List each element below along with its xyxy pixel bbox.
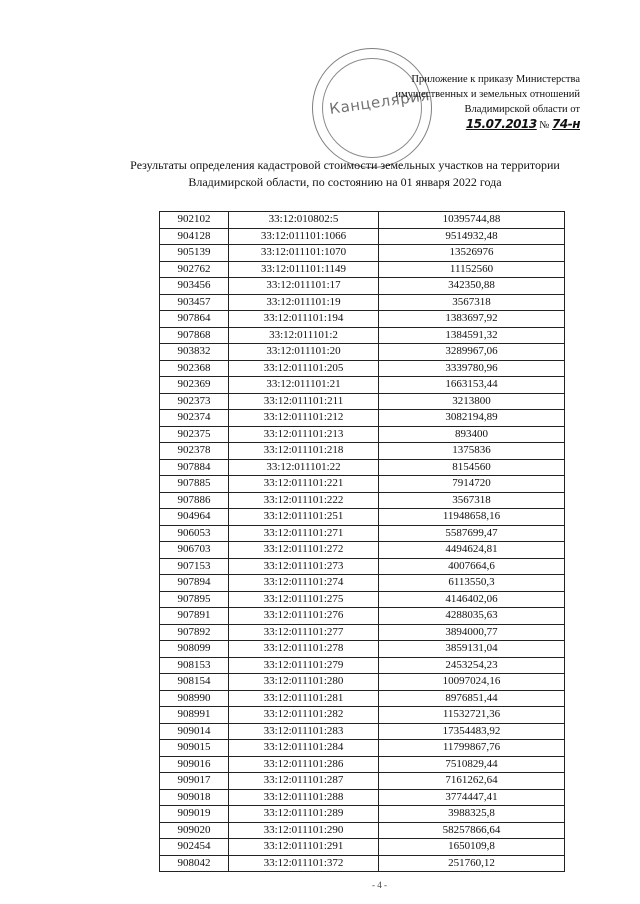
- row-id-cell: 903456: [160, 278, 229, 295]
- cadastral-value-cell: 4146402,06: [379, 591, 565, 608]
- row-id-cell: 908099: [160, 641, 229, 658]
- table-row: [160, 558, 565, 575]
- table-row: [160, 624, 565, 641]
- cadastral-value-cell: 9514932,48: [379, 228, 565, 245]
- cadastral-value-cell: 1383697,92: [379, 311, 565, 328]
- document-title: [110, 157, 580, 191]
- cadastral-value-cell: 7161262,64: [379, 773, 565, 790]
- cadastral-number-cell: 33:12:011101:279: [229, 657, 379, 674]
- cadastral-number-cell: 33:12:011101:284: [229, 740, 379, 757]
- table-row: [160, 707, 565, 724]
- table-row: [160, 294, 565, 311]
- cadastral-number-cell: 33:12:011101:212: [229, 410, 379, 427]
- row-id-cell: 907892: [160, 624, 229, 641]
- cadastral-number-cell: 33:12:011101:274: [229, 575, 379, 592]
- row-id-cell: 907884: [160, 459, 229, 476]
- cadastral-number-cell: 33:12:011101:221: [229, 476, 379, 493]
- cadastral-number-cell: 33:12:011101:288: [229, 789, 379, 806]
- cadastral-number-cell: 33:12:011101:205: [229, 360, 379, 377]
- row-id-cell: 904964: [160, 509, 229, 526]
- cadastral-number-cell: 33:12:011101:251: [229, 509, 379, 526]
- table-row: [160, 806, 565, 823]
- row-id-cell: 909014: [160, 723, 229, 740]
- cadastral-value-cell: 342350,88: [379, 278, 565, 295]
- row-id-cell: 903457: [160, 294, 229, 311]
- table-row: [160, 608, 565, 625]
- order-number: 74-н: [552, 117, 580, 131]
- cadastral-value-cell: 6113550,3: [379, 575, 565, 592]
- cadastral-value-cell: 3894000,77: [379, 624, 565, 641]
- row-id-cell: 907891: [160, 608, 229, 625]
- row-id-cell: 902762: [160, 261, 229, 278]
- cadastral-value-cell: 1650109,8: [379, 839, 565, 856]
- order-number-label: №: [539, 120, 550, 131]
- header-line-3: Владимирской области от: [464, 104, 580, 115]
- cadastral-value-cell: 5587699,47: [379, 525, 565, 542]
- cadastral-value-cell: 13526976: [379, 245, 565, 262]
- cadastral-value-cell: 3213800: [379, 393, 565, 410]
- row-id-cell: 909016: [160, 756, 229, 773]
- table-row: [160, 657, 565, 674]
- row-id-cell: 902368: [160, 360, 229, 377]
- row-id-cell: 908990: [160, 690, 229, 707]
- row-id-cell: 905139: [160, 245, 229, 262]
- row-id-cell: 902378: [160, 443, 229, 460]
- cadastral-value-cell: 4007664,6: [379, 558, 565, 575]
- cadastral-number-cell: 33:12:011101:273: [229, 558, 379, 575]
- cadastral-value-cell: 11799867,76: [379, 740, 565, 757]
- row-id-cell: 908154: [160, 674, 229, 691]
- table-row: [160, 641, 565, 658]
- table-row: [160, 228, 565, 245]
- cadastral-number-cell: 33:12:011101:1149: [229, 261, 379, 278]
- row-id-cell: 907153: [160, 558, 229, 575]
- cadastral-value-cell: 3082194,89: [379, 410, 565, 427]
- table-row: [160, 360, 565, 377]
- cadastral-value-cell: 1384591,32: [379, 327, 565, 344]
- row-id-cell: 906703: [160, 542, 229, 559]
- cadastral-number-cell: 33:12:011101:2: [229, 327, 379, 344]
- cadastral-number-cell: 33:12:011101:22: [229, 459, 379, 476]
- row-id-cell: 909020: [160, 822, 229, 839]
- stamp-text: Канцелярия: [328, 86, 431, 118]
- table-row: [160, 690, 565, 707]
- cadastral-number-cell: 33:12:011101:194: [229, 311, 379, 328]
- row-id-cell: 903832: [160, 344, 229, 361]
- cadastral-number-cell: 33:12:011101:17: [229, 278, 379, 295]
- header-line-2: имущественных и земельных отношений: [395, 89, 580, 100]
- cadastral-number-cell: 33:12:011101:272: [229, 542, 379, 559]
- row-id-cell: 907894: [160, 575, 229, 592]
- cadastral-value-cell: 3567318: [379, 492, 565, 509]
- cadastral-value-cell: 3859131,04: [379, 641, 565, 658]
- table-row: [160, 740, 565, 757]
- row-id-cell: 902454: [160, 839, 229, 856]
- row-id-cell: 904128: [160, 228, 229, 245]
- cadastral-number-cell: 33:12:011101:372: [229, 855, 379, 872]
- row-id-cell: 908991: [160, 707, 229, 724]
- table-row: [160, 591, 565, 608]
- title-line-2: Владимирской области, по состоянию на 01 января 2022 года: [188, 175, 502, 189]
- row-id-cell: 902375: [160, 426, 229, 443]
- table-row: [160, 278, 565, 295]
- cadastral-number-cell: 33:12:011101:283: [229, 723, 379, 740]
- table-row: [160, 311, 565, 328]
- row-id-cell: 907886: [160, 492, 229, 509]
- cadastral-number-cell: 33:12:011101:287: [229, 773, 379, 790]
- order-line: [380, 117, 580, 133]
- table-row: [160, 476, 565, 493]
- row-id-cell: 902373: [160, 393, 229, 410]
- cadastral-number-cell: 33:12:011101:290: [229, 822, 379, 839]
- cadastral-number-cell: 33:12:011101:211: [229, 393, 379, 410]
- cadastral-value-cell: 1375836: [379, 443, 565, 460]
- cadastral-number-cell: 33:12:011101:222: [229, 492, 379, 509]
- row-id-cell: 902102: [160, 212, 229, 229]
- cadastral-number-cell: 33:12:011101:275: [229, 591, 379, 608]
- row-id-cell: 907864: [160, 311, 229, 328]
- row-id-cell: 909019: [160, 806, 229, 823]
- cadastral-number-cell: 33:12:011101:1066: [229, 228, 379, 245]
- cadastral-value-cell: 4288035,63: [379, 608, 565, 625]
- table-row: [160, 212, 565, 229]
- cadastral-number-cell: 33:12:011101:276: [229, 608, 379, 625]
- cadastral-value-cell: 8154560: [379, 459, 565, 476]
- cadastral-value-cell: 10395744,88: [379, 212, 565, 229]
- row-id-cell: 907885: [160, 476, 229, 493]
- cadastral-number-cell: 33:12:011101:281: [229, 690, 379, 707]
- order-date: 15.07.2013: [465, 117, 537, 131]
- table-row: [160, 509, 565, 526]
- row-id-cell: 908153: [160, 657, 229, 674]
- cadastral-value-cell: 11948658,16: [379, 509, 565, 526]
- table-body: [160, 212, 565, 872]
- cadastral-number-cell: 33:12:011101:289: [229, 806, 379, 823]
- cadastral-value-cell: 3774447,41: [379, 789, 565, 806]
- cadastral-value-cell: 7914720: [379, 476, 565, 493]
- cadastral-number-cell: 33:12:011101:20: [229, 344, 379, 361]
- table-row: [160, 426, 565, 443]
- table-row: [160, 723, 565, 740]
- title-line-1: Результаты определения кадастровой стоимости земельных участков на территории: [130, 158, 560, 172]
- table-row: [160, 377, 565, 394]
- table-row: [160, 773, 565, 790]
- cadastral-number-cell: 33:12:011101:213: [229, 426, 379, 443]
- cadastral-number-cell: 33:12:011101:271: [229, 525, 379, 542]
- cadastral-value-cell: 1663153,44: [379, 377, 565, 394]
- row-id-cell: 908042: [160, 855, 229, 872]
- order-reference: [380, 72, 580, 133]
- cadastral-number-cell: 33:12:011101:19: [229, 294, 379, 311]
- table-row: [160, 542, 565, 559]
- header-line-1: Приложение к приказу Министерства: [411, 74, 580, 85]
- row-id-cell: 907868: [160, 327, 229, 344]
- table-row: [160, 839, 565, 856]
- table-row: [160, 822, 565, 839]
- row-id-cell: 909017: [160, 773, 229, 790]
- table-row: [160, 492, 565, 509]
- cadastral-value-cell: 58257866,64: [379, 822, 565, 839]
- row-id-cell: 909018: [160, 789, 229, 806]
- cadastral-value-cell: 3567318: [379, 294, 565, 311]
- cadastral-number-cell: 33:12:010802:5: [229, 212, 379, 229]
- row-id-cell: 907895: [160, 591, 229, 608]
- cadastral-value-cell: 2453254,23: [379, 657, 565, 674]
- cadastral-value-cell: 893400: [379, 426, 565, 443]
- table-row: [160, 756, 565, 773]
- cadastral-value-cell: 3988325,8: [379, 806, 565, 823]
- table-row: [160, 789, 565, 806]
- cadastral-value-cell: 11532721,36: [379, 707, 565, 724]
- table-row: [160, 575, 565, 592]
- cadastral-value-cell: 11152560: [379, 261, 565, 278]
- cadastral-number-cell: 33:12:011101:1070: [229, 245, 379, 262]
- table-row: [160, 674, 565, 691]
- table-row: [160, 245, 565, 262]
- cadastral-number-cell: 33:12:011101:21: [229, 377, 379, 394]
- cadastral-value-cell: 4494624,81: [379, 542, 565, 559]
- table-row: [160, 344, 565, 361]
- page-number: - 4 -: [372, 880, 387, 890]
- table-row: [160, 410, 565, 427]
- cadastral-value-cell: 7510829,44: [379, 756, 565, 773]
- row-id-cell: 906053: [160, 525, 229, 542]
- cadastral-number-cell: 33:12:011101:286: [229, 756, 379, 773]
- table-row: [160, 261, 565, 278]
- table-row: [160, 327, 565, 344]
- table-row: [160, 393, 565, 410]
- cadastral-number-cell: 33:12:011101:277: [229, 624, 379, 641]
- cadastral-number-cell: 33:12:011101:278: [229, 641, 379, 658]
- table-row: [160, 855, 565, 872]
- table-row: [160, 525, 565, 542]
- row-id-cell: 902369: [160, 377, 229, 394]
- table-row: [160, 459, 565, 476]
- row-id-cell: 902374: [160, 410, 229, 427]
- cadastral-number-cell: 33:12:011101:282: [229, 707, 379, 724]
- cadastral-value-cell: 10097024,16: [379, 674, 565, 691]
- cadastral-value-cell: 3289967,06: [379, 344, 565, 361]
- table-row: [160, 443, 565, 460]
- cadastral-number-cell: 33:12:011101:291: [229, 839, 379, 856]
- cadastral-value-cell: 17354483,92: [379, 723, 565, 740]
- row-id-cell: 909015: [160, 740, 229, 757]
- cadastral-value-cell: 3339780,96: [379, 360, 565, 377]
- cadastral-value-table: [159, 211, 565, 872]
- cadastral-number-cell: 33:12:011101:218: [229, 443, 379, 460]
- cadastral-number-cell: 33:12:011101:280: [229, 674, 379, 691]
- cadastral-value-cell: 251760,12: [379, 855, 565, 872]
- cadastral-value-cell: 8976851,44: [379, 690, 565, 707]
